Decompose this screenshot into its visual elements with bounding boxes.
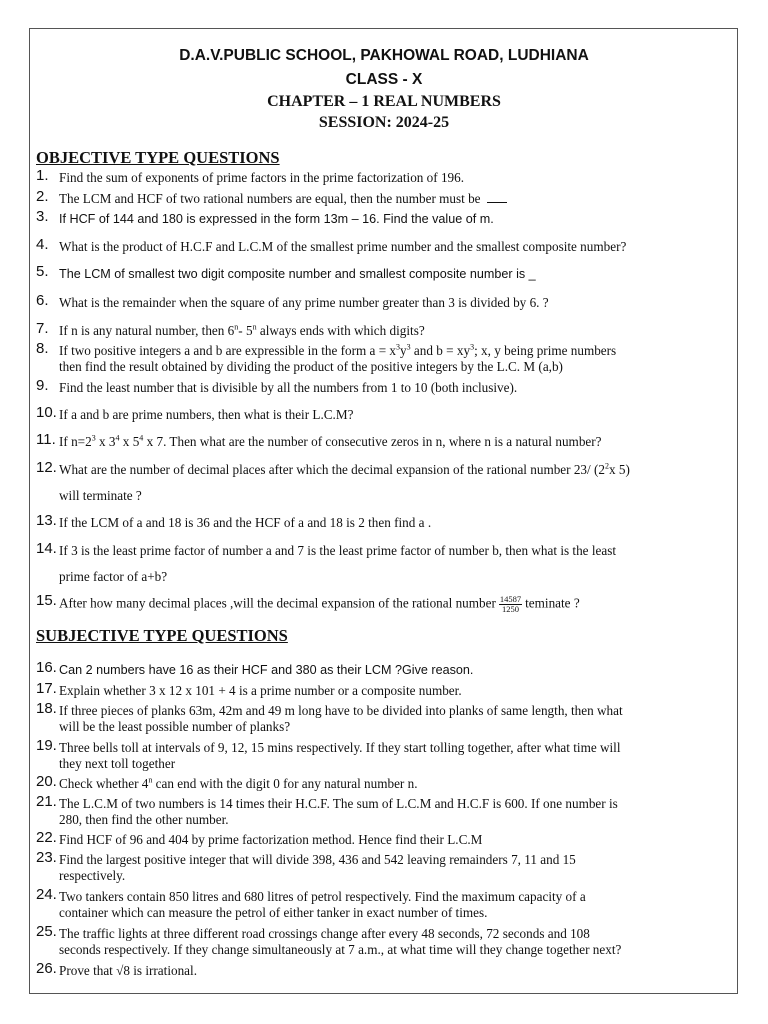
question-number: 20. xyxy=(36,773,57,790)
question-text: Three bells toll at intervals of 9, 12, 15 mins respectively. If they start tolling together, after what time will xyxy=(59,740,621,755)
question-number: 6. xyxy=(36,292,49,309)
question-number: 22. xyxy=(36,829,57,846)
question-number: 4. xyxy=(36,236,49,253)
question-10 xyxy=(36,404,736,423)
question-4 xyxy=(36,236,736,255)
question-20 xyxy=(36,773,736,792)
class-title: CLASS - X xyxy=(345,71,423,88)
question-text: If n is any natural number, then 6$^n$- 5$^n$ always ends with which digits? xyxy=(59,322,425,338)
question-7 xyxy=(36,320,736,339)
question-number: 26. xyxy=(36,960,57,977)
question-number: 7. xyxy=(36,320,49,337)
question-text: After how many decimal places ,will the decimal expansion of the rational number $\frac{14587}{1250}$ teminate ? xyxy=(59,594,580,614)
question-text: Explain whether 3 x 12 x 101 + 4 is a prime number or a composite number. xyxy=(59,683,462,698)
question-15 xyxy=(36,592,736,614)
question-number: 13. xyxy=(36,512,57,529)
question-17 xyxy=(36,680,736,699)
question-text: The traffic lights at three different road crossings change after every 48 seconds, 72 seconds and 108 xyxy=(59,926,590,941)
question-number: 25. xyxy=(36,923,57,940)
question-14 xyxy=(36,540,736,585)
question-26 xyxy=(36,960,736,979)
question-2 xyxy=(36,188,736,207)
question-number: 14. xyxy=(36,540,57,557)
fraction: $\frac{14587}{1250}$ xyxy=(499,594,522,614)
question-3 xyxy=(36,208,736,227)
question-25 xyxy=(36,923,736,958)
question-text-continued: seconds respectively. If they change simultaneously at 7 a.m., at what time will they change together next? xyxy=(59,942,622,957)
question-text-continued: they next toll together xyxy=(59,756,176,771)
question-text-continued: respectively. xyxy=(59,868,126,883)
question-text: If three pieces of planks 63m, 42m and 49 m long have to be divided into planks of same length, then what xyxy=(59,703,623,718)
question-text: If 3 is the least prime factor of number a and 7 is the least prime factor of number b, then what is the least xyxy=(59,543,616,558)
question-5 xyxy=(36,263,736,282)
question-number: 1. xyxy=(36,167,49,184)
objective-section-heading: OBJECTIVE TYPE QUESTIONS xyxy=(36,148,280,167)
question-text: Find the sum of exponents of prime factors in the prime factorization of 196. xyxy=(59,170,465,185)
question-9 xyxy=(36,377,736,396)
school-name: D.A.V.PUBLIC SCHOOL, PAKHOWAL ROAD, LUDHIANA xyxy=(179,47,589,64)
question-16 xyxy=(36,659,736,678)
question-text: What is the product of H.C.F and L.C.M of the smallest prime number and the smallest composite number? xyxy=(59,239,627,254)
question-8 xyxy=(36,340,736,375)
question-text: If the LCM of a and 18 is 36 and the HCF of a and 18 is 2 then find a . xyxy=(59,515,432,530)
question-text: Find HCF of 96 and 404 by prime factorization method. Hence find their L.C.M xyxy=(59,832,483,847)
session-title: SESSION: 2024-25 xyxy=(318,114,450,131)
question-24 xyxy=(36,886,736,921)
question-text: Check whether 4$^n$ can end with the digit 0 for any natural number n. xyxy=(59,775,418,791)
question-number: 2. xyxy=(36,188,49,205)
question-text-continued: prime factor of a+b? xyxy=(59,569,168,584)
question-number: 9. xyxy=(36,377,49,394)
question-number: 16. xyxy=(36,659,57,676)
question-number: 10. xyxy=(36,404,57,421)
question-text: If $n=2^3$ x $3^4$ x $5^4$ x 7. Then what are the number of consecutive zeros in n, where n is a natural number? xyxy=(59,433,602,449)
question-text-continued: will be the least possible number of planks? xyxy=(59,719,291,734)
question-23 xyxy=(36,849,736,884)
question-text: The L.C.M of two numbers is 14 times their H.C.F. The sum of L.C.M and H.C.F is 600. If one number is xyxy=(59,796,618,811)
question-text-continued: 280, then find the other number. xyxy=(59,812,229,827)
question-number: 19. xyxy=(36,737,57,754)
question-text: If a and b are prime numbers, then what is their L.C.M? xyxy=(59,407,354,422)
question-number: 21. xyxy=(36,793,57,810)
question-text: If HCF of 144 and 180 is expressed in the form 13m – 16. Find the value of m. xyxy=(59,212,494,226)
question-text: Find the largest positive integer that will divide 398, 436 and 542 leaving remainders 7, 11 and 15 xyxy=(59,852,576,867)
question-text: Prove that √8 is irrational. xyxy=(59,963,197,978)
question-number: 11. xyxy=(36,431,56,448)
question-19 xyxy=(36,737,736,772)
question-number: 12. xyxy=(36,459,57,476)
question-22 xyxy=(36,829,736,848)
question-text: What is the remainder when the square of any prime number greater than 3 is divided by 6. ? xyxy=(59,295,549,310)
question-text-continued: will terminate ? xyxy=(59,488,142,503)
question-number: 17. xyxy=(36,680,57,697)
question-number: 23. xyxy=(36,849,57,866)
question-1 xyxy=(36,167,736,186)
question-text: The LCM and HCF of two rational numbers are equal, then the number must be xyxy=(59,191,481,206)
question-18 xyxy=(36,700,736,735)
question-13 xyxy=(36,512,736,531)
question-text: What are the number of decimal places after which the decimal expansion of the rational number 23/ ($2^2x$ 5) xyxy=(59,461,630,477)
question-text: The LCM of smallest two digit composite number and smallest composite number is _ xyxy=(59,267,536,281)
question-6 xyxy=(36,292,736,311)
question-text-continued: container which can measure the petrol of either tanker in exact number of times. xyxy=(59,905,488,920)
question-text: Find the least number that is divisible by all the numbers from 1 to 10 (both inclusive). xyxy=(59,380,518,395)
question-text-continued: then find the result obtained by dividing the product of the positive integers by the L.C. M (a,b) xyxy=(59,359,563,374)
question-number: 3. xyxy=(36,208,49,225)
question-21 xyxy=(36,793,736,828)
question-number: 18. xyxy=(36,700,57,717)
question-number: 24. xyxy=(36,886,57,903)
question-number: 5. xyxy=(36,263,49,280)
question-text: If two positive integers a and b are expressible in the form $a = x^3y^3$ and $b = xy^3$; x, y being prime numbers xyxy=(59,342,617,358)
question-12 xyxy=(36,459,736,504)
question-text: Can 2 numbers have 16 as their HCF and 380 as their LCM ?Give reason. xyxy=(59,663,474,677)
chapter-title: CHAPTER – 1 REAL NUMBERS xyxy=(267,93,501,110)
subjective-section-heading: SUBJECTIVE TYPE QUESTIONS xyxy=(36,626,288,645)
answer-blank xyxy=(487,202,507,203)
question-number: 15. xyxy=(36,592,57,609)
question-number: 8. xyxy=(36,340,49,357)
question-text: Two tankers contain 850 litres and 680 litres of petrol respectively. Find the maximum capacity of a xyxy=(59,889,586,904)
question-11 xyxy=(36,431,736,450)
